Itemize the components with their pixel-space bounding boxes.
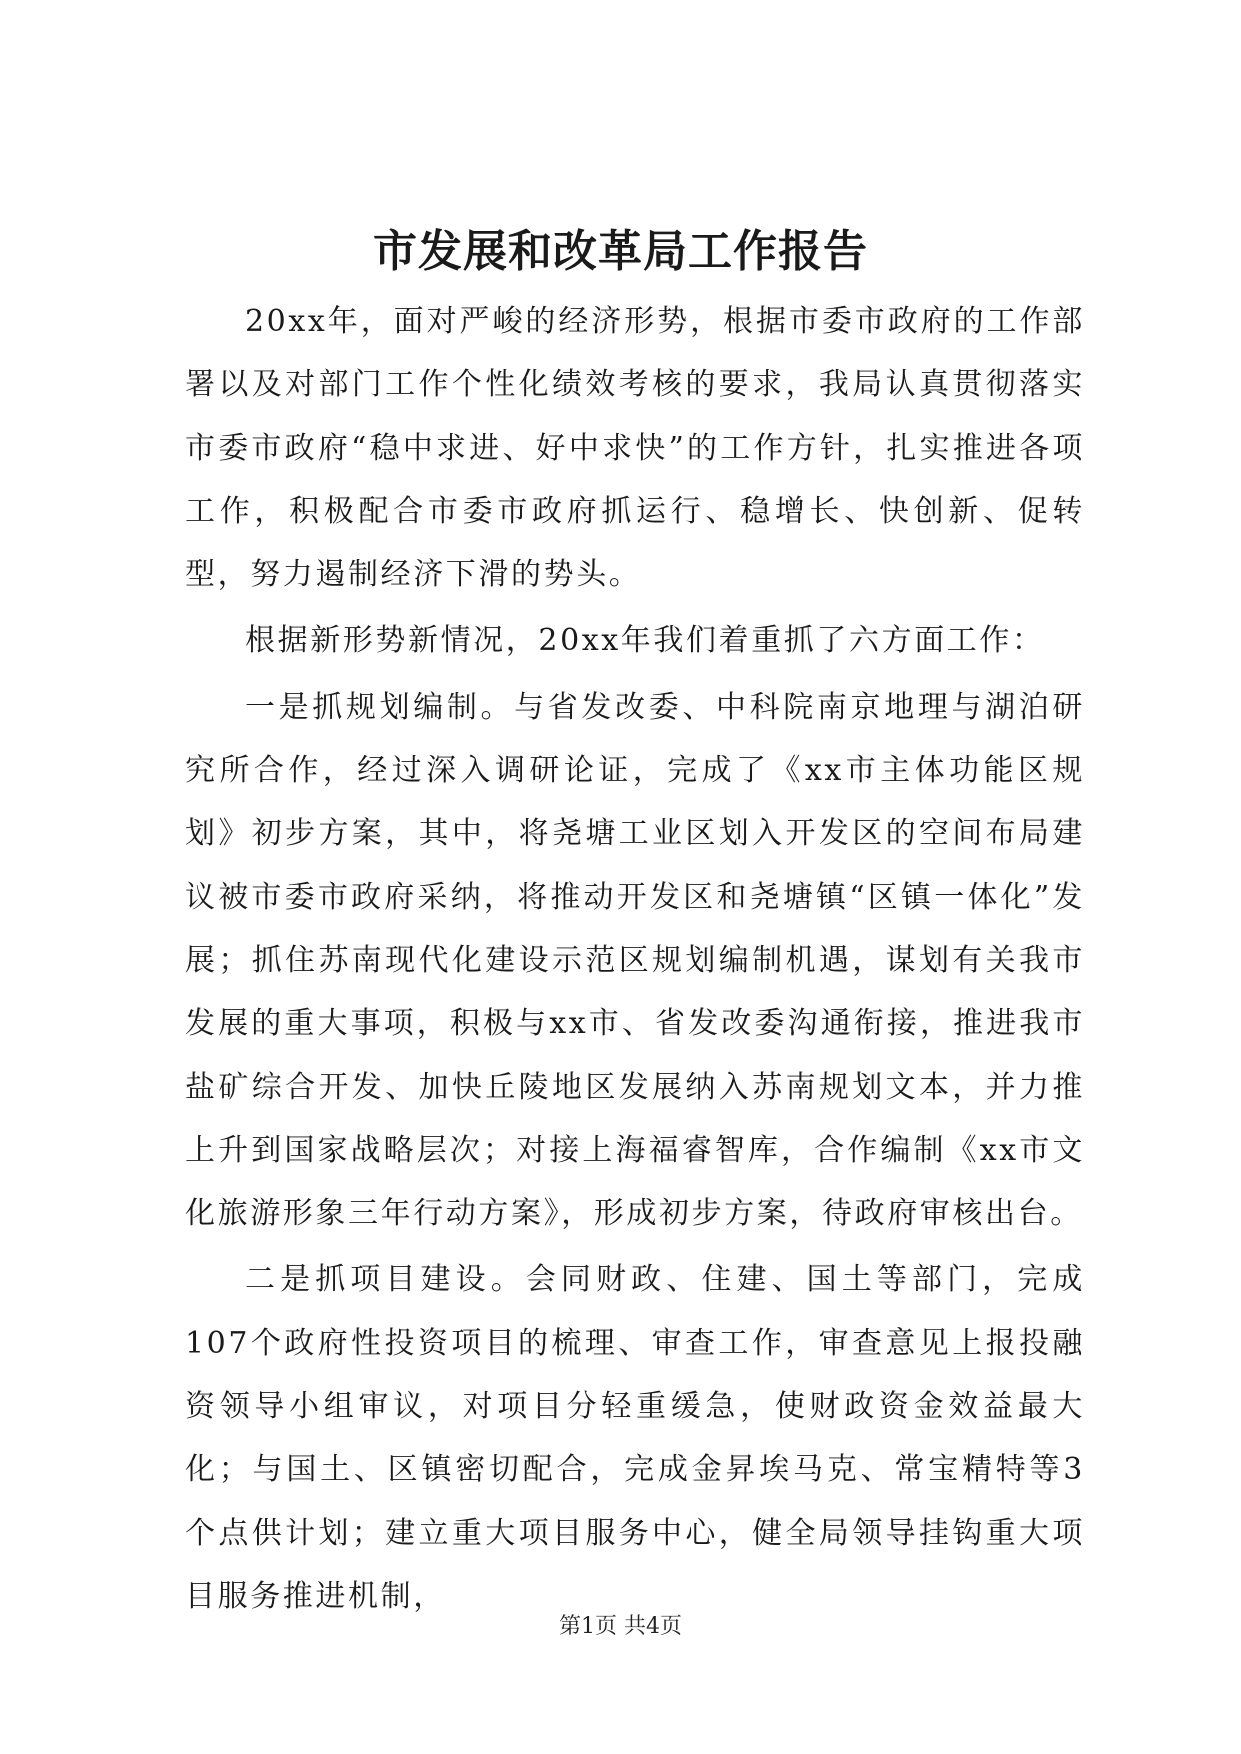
paragraph-projects: 二是抓项目建设。会同财政、住建、国土等部门，完成107个政府性投资项目的梳理、审查工作，审查意见上报投融资领导小组审议，对项目分轻重缓急，使财政资金效益最大化；与国土、区镇密切配合，完成金昇埃马克、常宝精特等3个点供计划；建立重大项目服务中心，健全局领导挂钩重大项目服务推进机制，	[185, 1262, 1085, 1614]
document-title: 市发展和改革局工作报告	[373, 226, 868, 277]
paragraph-overview: 根据新形势新情况，20xx年我们着重抓了六方面工作：	[245, 623, 1045, 659]
paragraph-intro: 20xx年，面对严峻的经济形势，根据市委市政府的工作部署以及对部门工作个性化绩效考核的要求，我局认真贯彻落实市委市政府“稳中求进、好中求快”的工作方针，扎实推进各项工作，积极配合市委市政府抓运行、稳增长、快创新、促转型，努力遏制经济下滑的势头。	[185, 304, 1085, 593]
document-body	[185, 290, 1085, 1631]
page-footer: 第1页 共4页	[559, 1614, 682, 1639]
paragraph-planning: 一是抓规划编制。与省发改委、中科院南京地理与湖泊研究所合作，经过深入调研论证，完成了《xx市主体功能区规划》初步方案，其中，将尧塘工业区划入开发区的空间布局建议被市委市政府采纳，将推动开发区和尧塘镇“区镇一体化”发展；抓住苏南现代化建设示范区规划编制机遇，谋划有关我市发展的重大事项，积极与xx市、省发改委沟通衔接，推进我市盐矿综合开发、加快丘陵地区发展纳入苏南规划文本，并力推上升到国家战略层次；对接上海福睿智库，合作编制《xx市文化旅游形象三年行动方案》，形成初步方案，待政府审核出台。	[185, 689, 1085, 1232]
